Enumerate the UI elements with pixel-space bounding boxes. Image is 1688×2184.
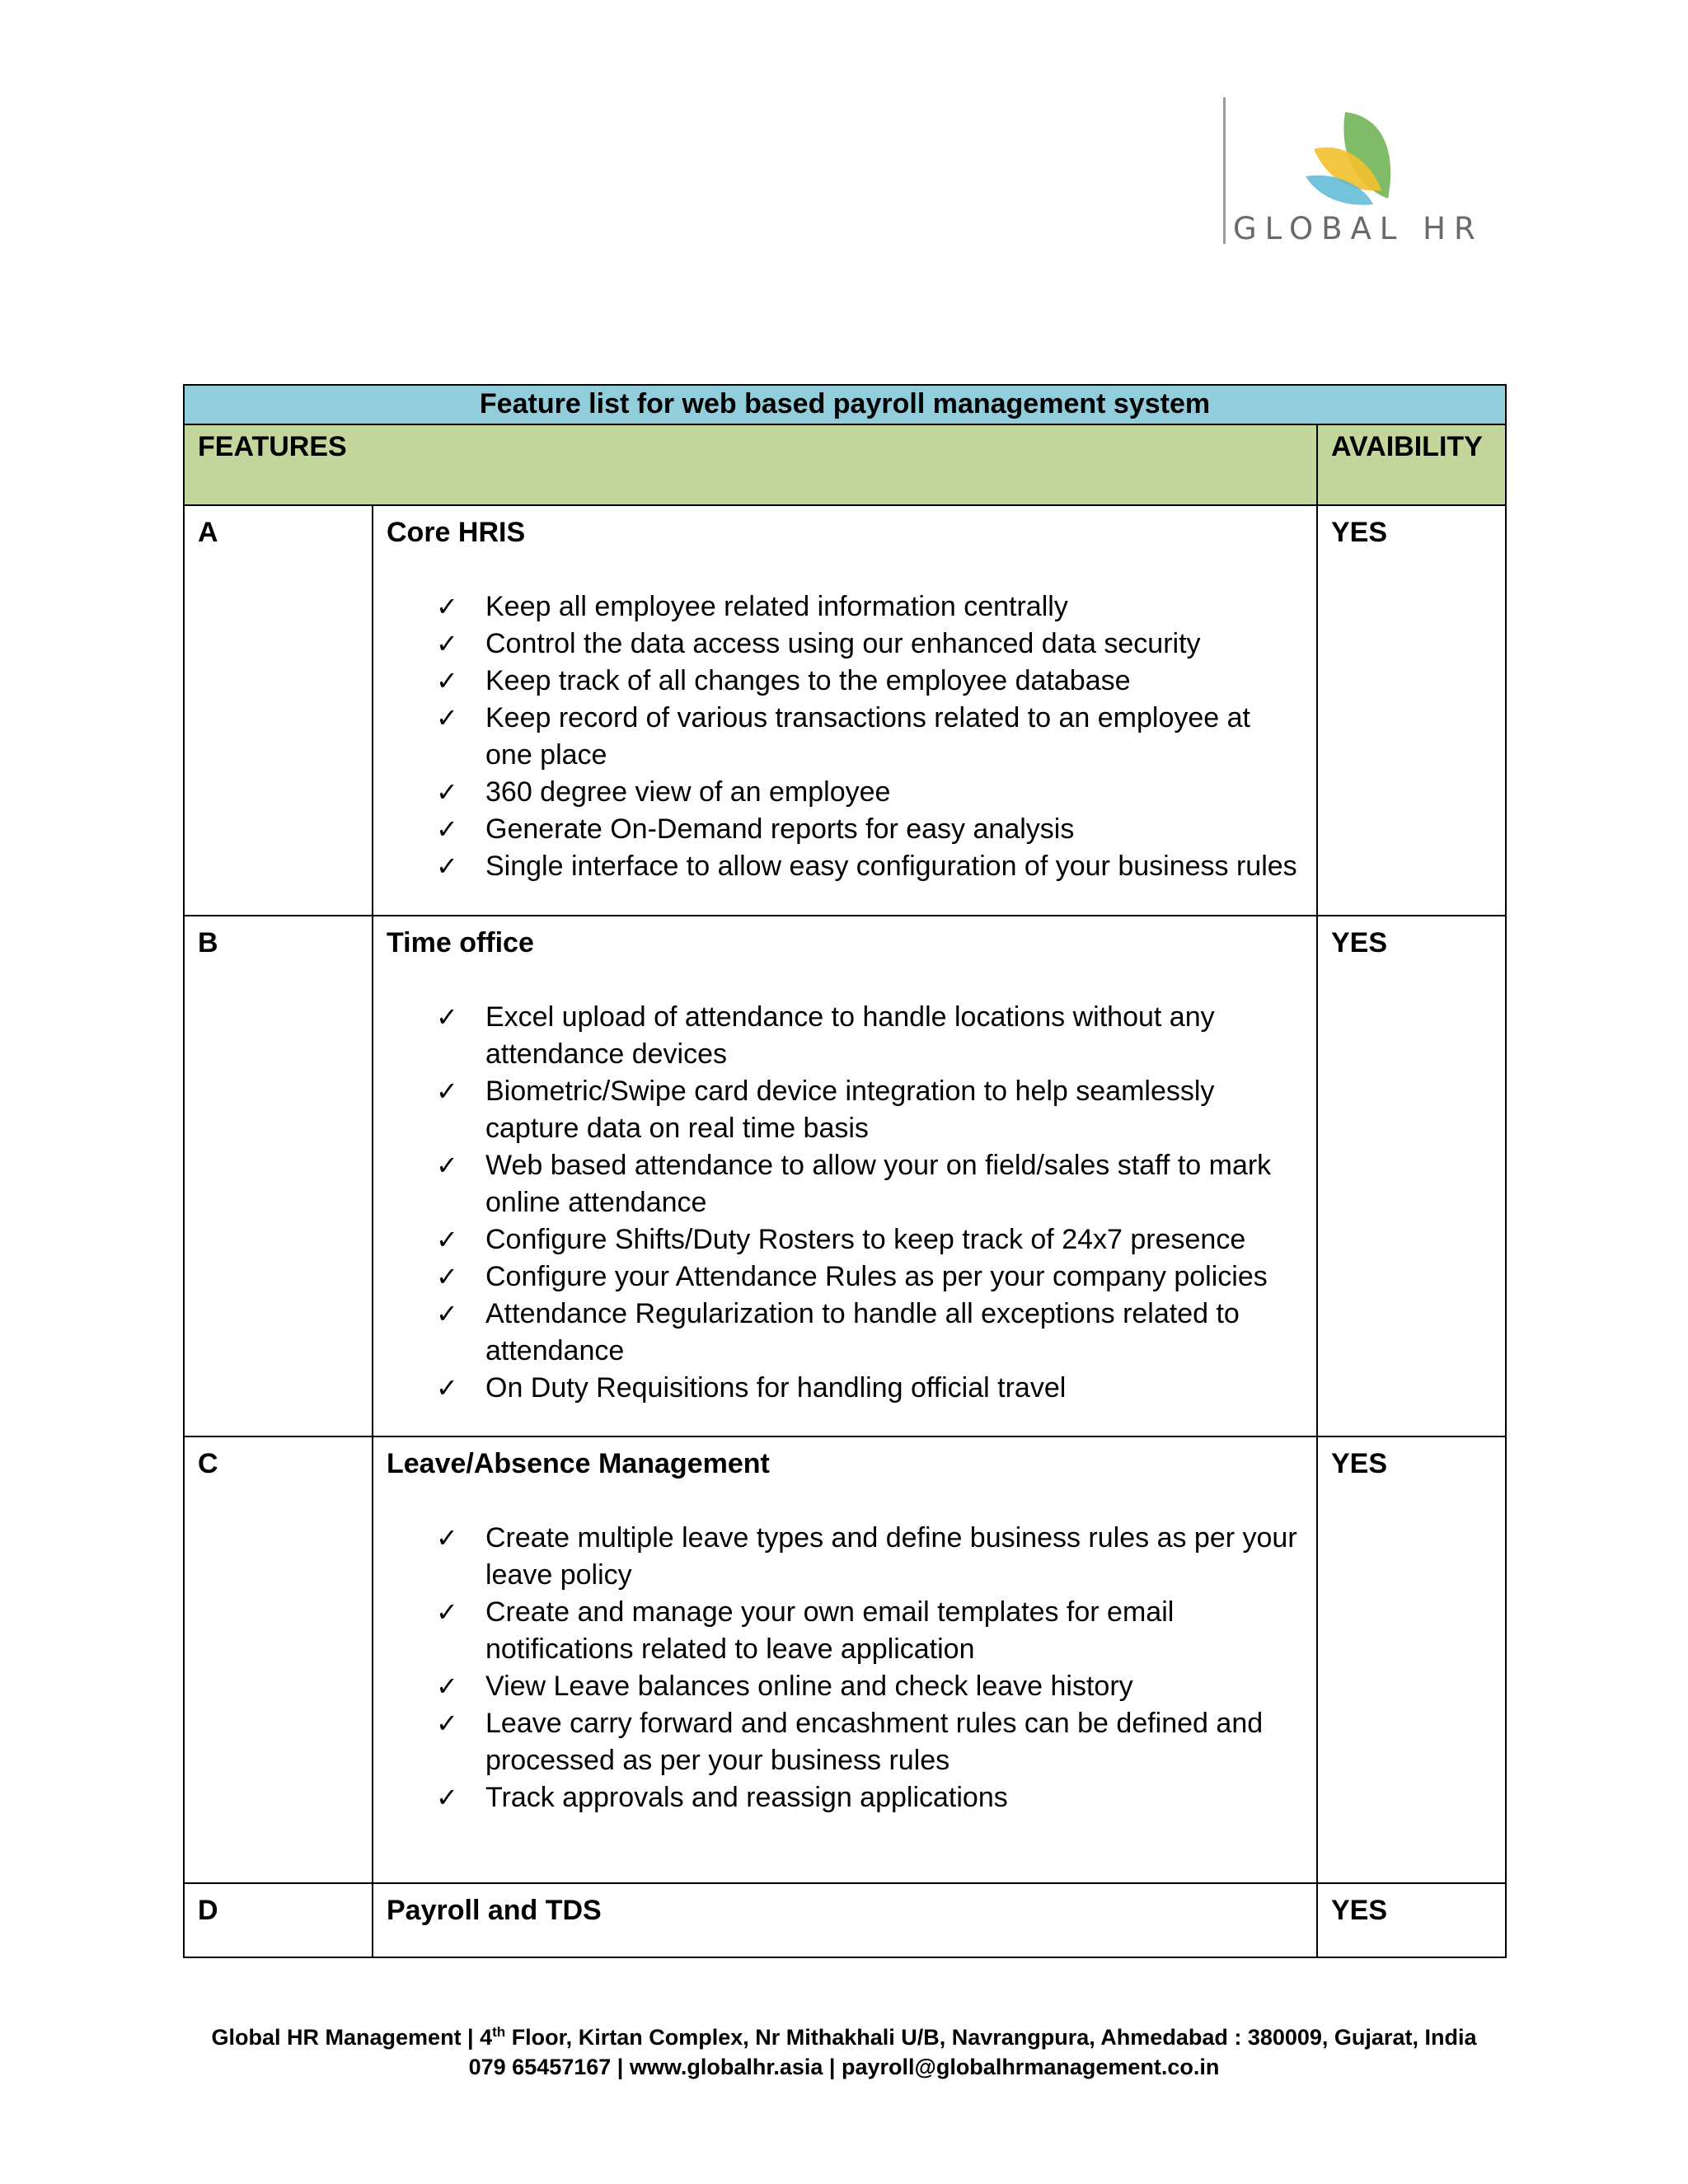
list-item [436, 1779, 1303, 1816]
section-availability: YES [1317, 1436, 1506, 1883]
list-item-text: Generate On-Demand reports for easy analysis [485, 813, 1075, 845]
list-item [436, 848, 1303, 885]
list-item [436, 1705, 1303, 1779]
section-letter: D [184, 1883, 373, 1957]
header-availability: AVAIBILITY [1317, 424, 1506, 505]
list-item-text: Keep record of various transactions related to an employee at one place [485, 702, 1250, 771]
feature-list [387, 588, 1303, 885]
list-item [436, 663, 1303, 700]
section-letter: C [184, 1436, 373, 1883]
checkmark-icon: ✓ [436, 776, 458, 808]
global-hr-logo [1223, 97, 1495, 246]
list-item [436, 1520, 1303, 1594]
header-features: FEATURES [184, 424, 1317, 505]
checkmark-icon: ✓ [436, 1372, 458, 1404]
section-availability: YES [1317, 1883, 1506, 1957]
checkmark-icon: ✓ [436, 1522, 458, 1554]
list-item [436, 1370, 1303, 1407]
footer-floor-sup: th [492, 2024, 506, 2040]
footer-contact-line: 079 65457167 | www.globalhr.asia | payroll@globalhrmanagement.co.in [468, 2055, 1220, 2079]
list-item [436, 1258, 1303, 1296]
list-item-text: On Duty Requisitions for handling official travel [485, 1372, 1067, 1404]
feature-list [387, 1520, 1303, 1816]
list-item-text: Biometric/Swipe card device integration to help seamlessly capture data on real time basis [485, 1076, 1215, 1144]
footer-address-line [0, 2018, 1688, 2052]
checkmark-icon: ✓ [436, 1076, 458, 1107]
list-item [436, 700, 1303, 774]
checkmark-icon: ✓ [436, 702, 458, 733]
list-item [436, 1594, 1303, 1668]
checkmark-icon: ✓ [436, 1150, 458, 1181]
checkmark-icon: ✓ [436, 1671, 458, 1702]
checkmark-icon: ✓ [436, 1708, 458, 1739]
list-item [436, 588, 1303, 626]
list-item [436, 1073, 1303, 1147]
checkmark-icon: ✓ [436, 1782, 458, 1813]
list-item-text: Keep track of all changes to the employee database [485, 665, 1131, 696]
checkmark-icon: ✓ [436, 665, 458, 696]
list-item-text: Keep all employee related information centrally [485, 591, 1068, 622]
checkmark-icon: ✓ [436, 1298, 458, 1329]
checkmark-icon: ✓ [436, 813, 458, 845]
checkmark-icon: ✓ [436, 628, 458, 659]
checkmark-icon: ✓ [436, 1596, 458, 1628]
list-item-text: Configure Shifts/Duty Rosters to keep track of 24x7 presence [485, 1224, 1246, 1255]
leaves-logo-icon [1306, 104, 1413, 211]
section-availability: YES [1317, 505, 1506, 916]
checkmark-icon: ✓ [436, 851, 458, 882]
footer-company: Global HR Management | 4 [211, 2025, 493, 2050]
section-body [373, 505, 1317, 916]
list-item-text: Create and manage your own email templates for email notifications related to leave application [485, 1596, 1175, 1665]
list-item-text: 360 degree view of an employee [485, 776, 891, 808]
list-item-text: Configure your Attendance Rules as per your company policies [485, 1261, 1268, 1292]
checkmark-icon: ✓ [436, 1224, 458, 1255]
list-item-text: Attendance Regularization to handle all exceptions related to attendance [485, 1298, 1240, 1366]
list-item [436, 1147, 1303, 1221]
section-row-a [184, 505, 1506, 916]
section-row-b [184, 916, 1506, 1436]
checkmark-icon: ✓ [436, 1001, 458, 1033]
section-title: Core HRIS [387, 517, 526, 548]
list-item [436, 1668, 1303, 1705]
section-body [373, 1436, 1317, 1883]
section-letter: B [184, 916, 373, 1436]
section-title: Time office [387, 927, 534, 958]
section-title: Leave/Absence Management [387, 1448, 770, 1479]
page-footer [0, 2018, 1688, 2082]
list-item-text: Single interface to allow easy configuration of your business rules [485, 851, 1297, 882]
list-item-text: View Leave balances online and check leave history [485, 1671, 1133, 1702]
list-item-text: Create multiple leave types and define business rules as per your leave policy [485, 1522, 1297, 1591]
list-item-text: Web based attendance to allow your on field/sales staff to mark online attendance [485, 1150, 1272, 1218]
list-item [436, 811, 1303, 848]
section-title: Payroll and TDS [387, 1895, 602, 1926]
logo-wordmark: GLOBAL HR [1233, 211, 1484, 246]
checkmark-icon: ✓ [436, 1261, 458, 1292]
section-letter: A [184, 505, 373, 916]
feature-table [183, 384, 1507, 1958]
list-item-text: Track approvals and reassign applications [485, 1782, 1008, 1813]
feature-list [387, 999, 1303, 1407]
list-item-text: Leave carry forward and encashment rules can be defined and processed as per your business rules [485, 1708, 1264, 1776]
list-item-text: Control the data access using our enhanced data security [485, 628, 1201, 659]
section-row-c [184, 1436, 1506, 1883]
section-body [373, 916, 1317, 1436]
section-body [373, 1883, 1317, 1957]
list-item [436, 626, 1303, 663]
table-title: Feature list for web based payroll management system [184, 385, 1506, 424]
list-item-text: Excel upload of attendance to handle locations without any attendance devices [485, 1001, 1215, 1070]
list-item [436, 1221, 1303, 1258]
footer-address: Floor, Kirtan Complex, Nr Mithakhali U/B, Navrangpura, Ahmedabad : 380009, Gujarat, India [505, 2025, 1477, 2050]
section-availability: YES [1317, 916, 1506, 1436]
table-title-row [184, 385, 1506, 424]
list-item [436, 999, 1303, 1073]
table-header-row [184, 424, 1506, 505]
checkmark-icon: ✓ [436, 591, 458, 622]
logo-divider [1223, 97, 1226, 244]
list-item [436, 774, 1303, 811]
section-row-d [184, 1883, 1506, 1957]
list-item [436, 1296, 1303, 1370]
